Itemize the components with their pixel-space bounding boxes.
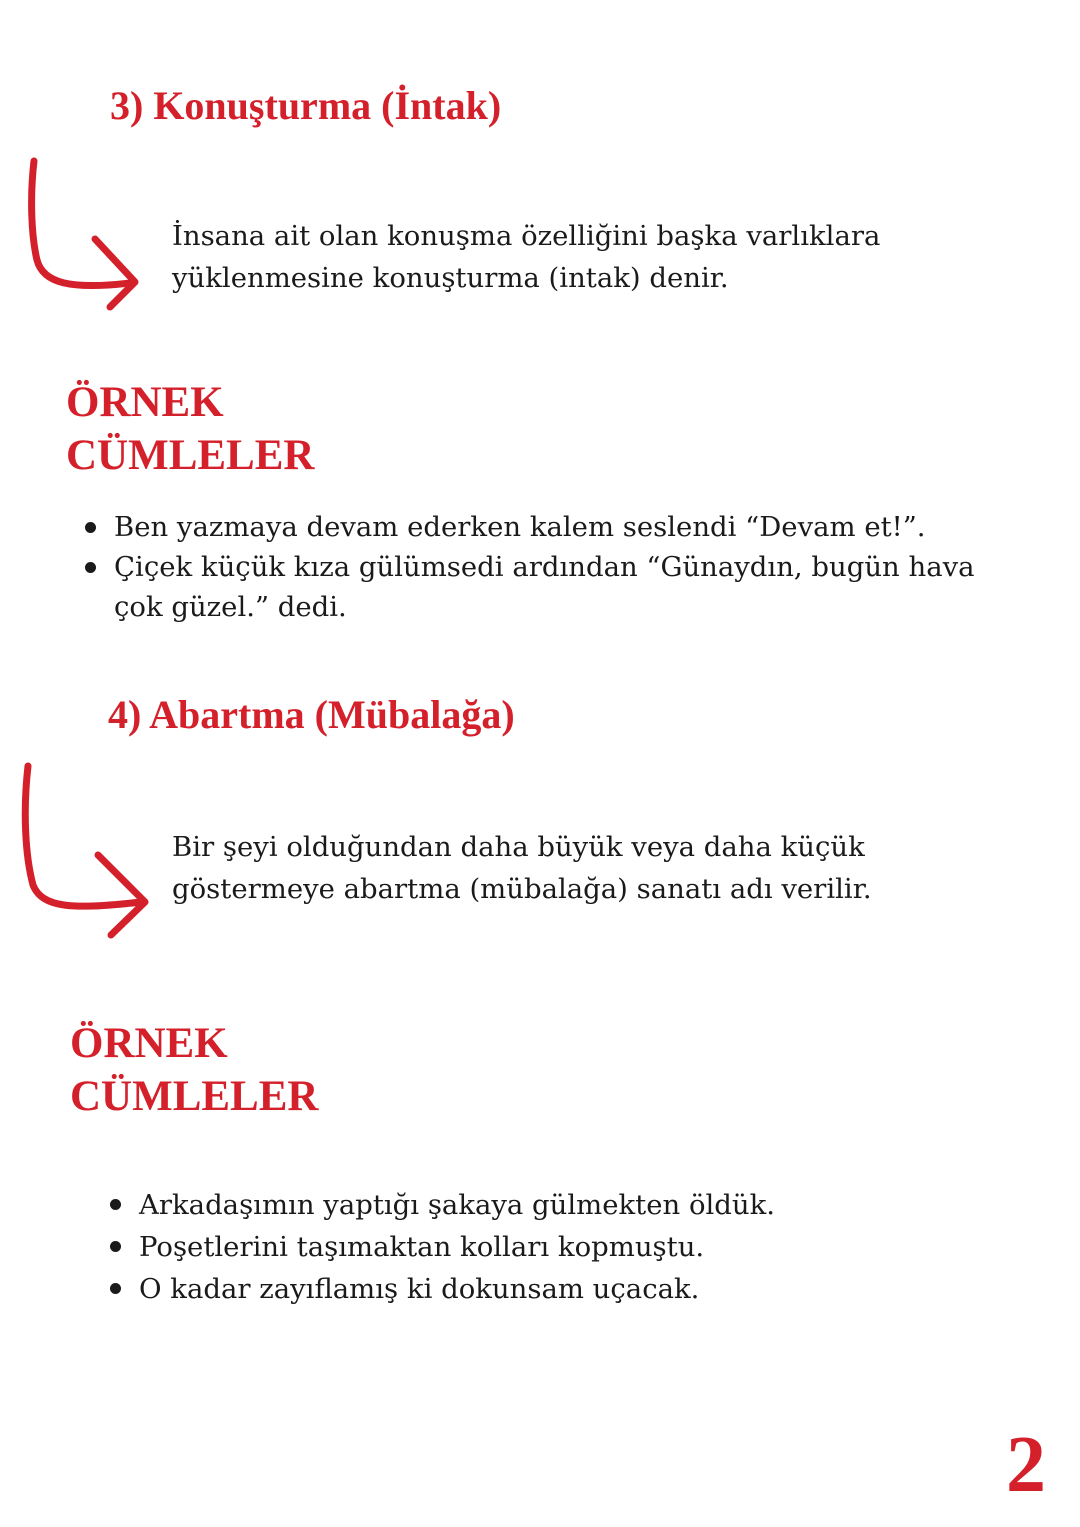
section-heading-abartma: 4) Abartma (Mübalağa) xyxy=(108,692,515,737)
list-item: Poşetlerini taşımaktan kolları kopmuştu. xyxy=(107,1226,775,1268)
section-heading-konusturma: 3) Konuşturma (İntak) xyxy=(110,83,502,128)
definition-konusturma xyxy=(172,215,880,299)
examples-title xyxy=(66,376,314,482)
examples-title-line: ÖRNEK xyxy=(70,1020,228,1067)
definition-line: Bir şeyi olduğundan daha büyük veya daha küçük xyxy=(172,831,865,863)
definition-line: göstermeye abartma (mübalağa) sanatı adı verilir. xyxy=(172,873,872,905)
example-list xyxy=(107,1184,775,1310)
curved-arrow-icon xyxy=(18,760,153,940)
list-item-line: Çiçek küçük kıza gülümsedi ardından “Günaydın, bugün hava xyxy=(114,551,975,583)
examples-title-line: CÜMLELER xyxy=(70,1073,319,1120)
list-item xyxy=(82,547,975,627)
page-number: 2 xyxy=(1006,1421,1046,1509)
example-list xyxy=(82,507,975,627)
definition-line: yüklenmesine konuşturma (intak) denir. xyxy=(172,262,729,294)
curved-arrow-icon xyxy=(25,155,150,315)
list-item: Arkadaşımın yaptığı şakaya gülmekten öldük. xyxy=(107,1184,775,1226)
definition-line: İnsana ait olan konuşma özelliğini başka varlıklara xyxy=(172,220,881,252)
examples-title-line: ÖRNEK xyxy=(66,379,224,426)
examples-title xyxy=(70,1017,318,1123)
examples-title-line: CÜMLELER xyxy=(66,432,315,479)
definition-abartma xyxy=(172,826,872,910)
list-item: Ben yazmaya devam ederken kalem seslendi “Devam et!”. xyxy=(82,507,975,547)
list-item-line: çok güzel.” dedi. xyxy=(114,591,347,623)
list-item: O kadar zayıflamış ki dokunsam uçacak. xyxy=(107,1268,775,1310)
